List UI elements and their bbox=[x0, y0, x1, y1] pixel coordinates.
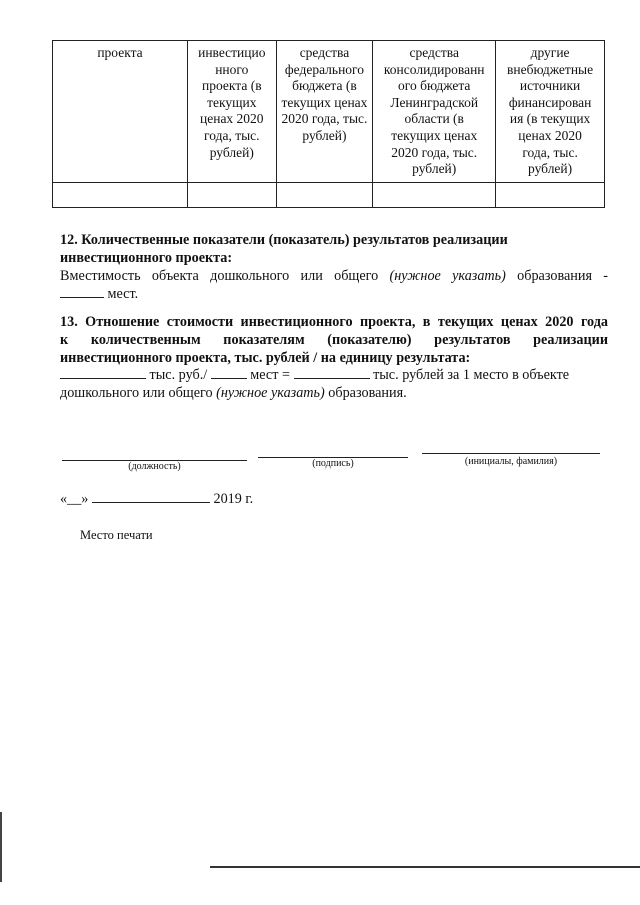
table-header-cell: другие внебюджетные источники финансирован ия (в текущих ценах 2020 года, тыс. рублей) bbox=[496, 41, 605, 183]
date-year: 2019 г. bbox=[213, 491, 254, 507]
section-13-title-line: к количественным показателям (показателю) результатов реализации bbox=[60, 332, 608, 348]
signature-caption: (подпись) bbox=[312, 458, 354, 469]
section-13-formula bbox=[60, 366, 608, 384]
formula-text: образования. bbox=[328, 385, 407, 401]
section-12-title bbox=[60, 231, 608, 267]
scan-edge-mark bbox=[0, 812, 2, 882]
scan-bottom-bar bbox=[210, 866, 640, 868]
section-13-line2 bbox=[60, 384, 608, 402]
table-cell[interactable] bbox=[496, 183, 605, 208]
name-signature-line[interactable] bbox=[422, 453, 600, 454]
date-line bbox=[60, 490, 608, 508]
section-12-capacity-text bbox=[60, 267, 608, 285]
position-caption: (должность) bbox=[128, 461, 181, 472]
capacity-italic-note: (нужное указать) bbox=[389, 268, 506, 284]
capacity-text-end: образования - bbox=[517, 268, 609, 284]
table-cell[interactable] bbox=[373, 183, 496, 208]
table-header-cell: проекта bbox=[53, 41, 188, 183]
section-13-title-line: 13. Отношение стоимости инвестиционного проекта, в текущих ценах 2020 года bbox=[60, 314, 608, 330]
table-cell[interactable] bbox=[187, 183, 276, 208]
formula-text: тыс. рублей за 1 место в объекте bbox=[373, 367, 570, 383]
cost-blank-field[interactable] bbox=[60, 366, 146, 379]
stamp-place: Место печати bbox=[80, 528, 153, 542]
table-cell[interactable] bbox=[53, 183, 188, 208]
date-month-blank-field[interactable] bbox=[92, 490, 210, 503]
table-cell[interactable] bbox=[276, 183, 373, 208]
table-header-cell: средства федерального бюджета (в текущих ценах 2020 года, тыс. рублей) bbox=[276, 41, 373, 183]
date-day: «__» bbox=[60, 491, 89, 507]
table-header-row bbox=[53, 41, 605, 183]
formula-text: тыс. руб./ bbox=[149, 367, 208, 383]
section-13-title-line: инвестиционного проекта, тыс. рублей / на единицу результата: bbox=[60, 350, 471, 366]
table-row bbox=[53, 183, 605, 208]
financing-table bbox=[52, 40, 605, 208]
table-header-cell: инвестицио нного проекта (в текущих ценах 2020 года, тыс. рублей) bbox=[187, 41, 276, 183]
places-blank-field[interactable] bbox=[60, 285, 104, 298]
section-12-title-line: 12. Количественные показатели (показатель) результатов реализации bbox=[60, 232, 508, 248]
places-count-blank-field[interactable] bbox=[211, 366, 247, 379]
formula-italic-note: (нужное указать) bbox=[216, 385, 325, 401]
formula-text: мест = bbox=[250, 367, 290, 383]
formula-text: дошкольного или общего bbox=[60, 385, 213, 401]
capacity-text: Вместимость объекта дошкольного или общего bbox=[60, 268, 379, 284]
section-13-title bbox=[60, 313, 608, 367]
places-unit: мест. bbox=[107, 286, 139, 302]
name-caption: (инициалы, фамилия) bbox=[464, 456, 558, 467]
section-12-title-line: инвестиционного проекта: bbox=[60, 250, 233, 266]
section-12-places-line bbox=[60, 285, 608, 303]
table-header-cell: средства консолидированн ого бюджета Ленинградской области (в текущих ценах 2020 года, тыс. рублей) bbox=[373, 41, 496, 183]
result-blank-field[interactable] bbox=[294, 366, 370, 379]
